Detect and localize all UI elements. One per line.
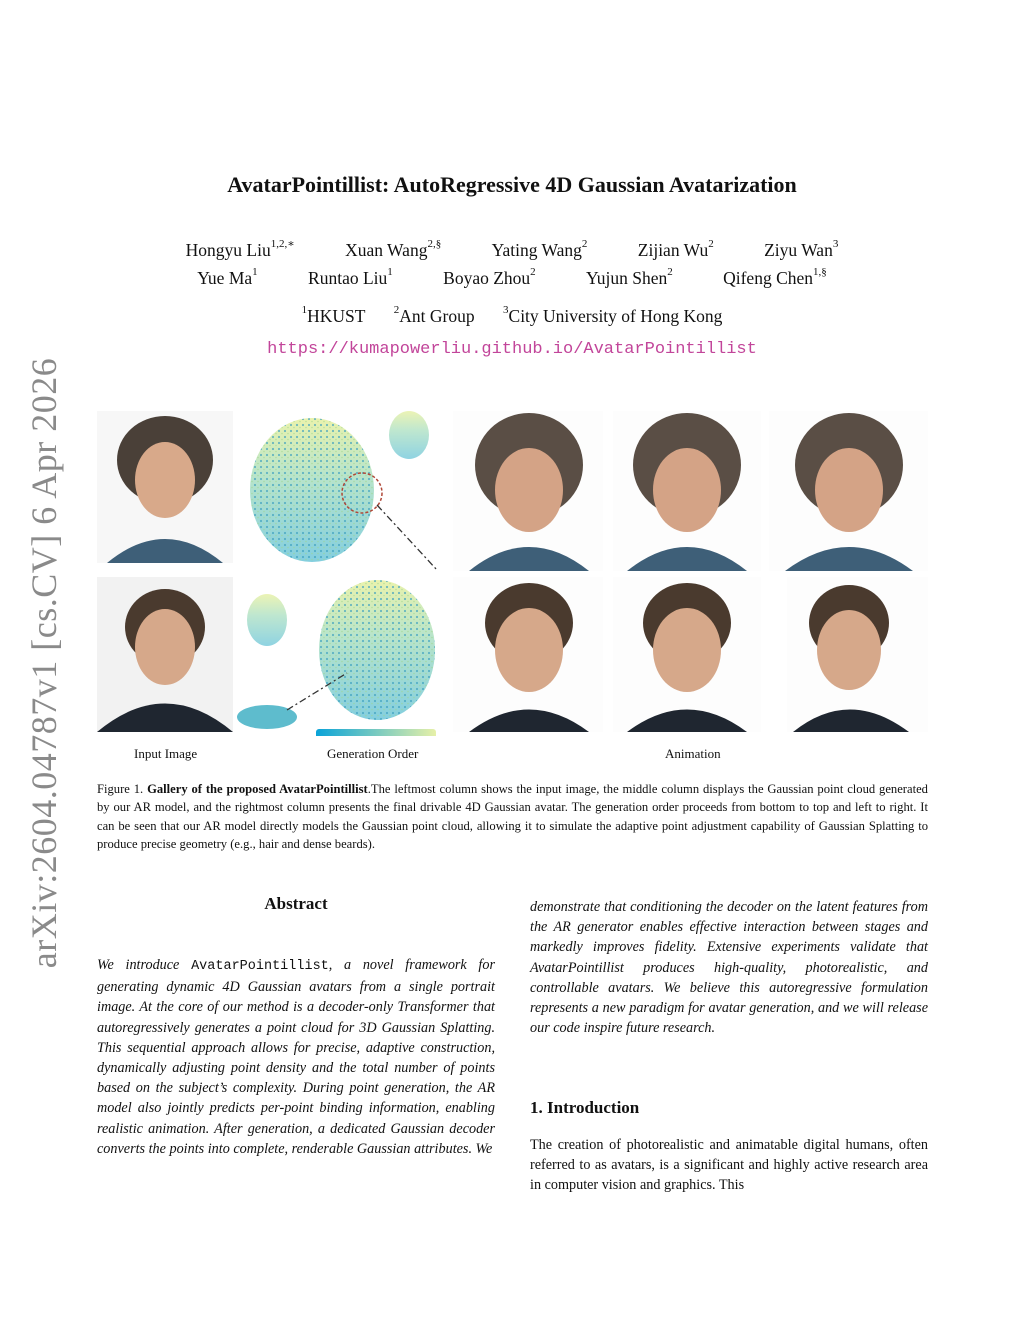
arxiv-stamp-text: arXiv:2604.04787v1 [cs.CV] 6 Apr 2026 bbox=[24, 357, 64, 969]
author: Xuan Wang$^{2,\S}$ bbox=[345, 238, 442, 260]
affiliations bbox=[0, 306, 1024, 327]
woman-point-cloud bbox=[250, 411, 437, 570]
affiliation: $^2$Ant Group bbox=[393, 304, 475, 326]
label-input-image: Input Image bbox=[134, 746, 198, 761]
authors-row-1 bbox=[0, 240, 1024, 261]
author: Yujun Shen$^2$ bbox=[586, 266, 673, 288]
woman-input-image bbox=[97, 411, 233, 563]
author: Zijian Wu$^2$ bbox=[637, 238, 714, 260]
man-animation-frames bbox=[453, 577, 928, 732]
paper-title: AvatarPointillist: AutoRegressive 4D Gaussian Avatarization bbox=[227, 172, 797, 197]
author: Qifeng Chen$^{1,\S}$ bbox=[723, 266, 827, 288]
arxiv-stamp bbox=[22, 357, 66, 969]
woman-animation-frames bbox=[453, 411, 928, 571]
label-animation: Animation bbox=[665, 746, 721, 761]
author: Hongyu Liu$^{1,2,∗}$ bbox=[185, 238, 295, 260]
author: Boyao Zhou$^2$ bbox=[443, 266, 536, 288]
introduction-body: The creation of photorealistic and animatable digital humans, often referred to as avatars, is a significant and highly active research area in computer vision and graphics. This bbox=[530, 1137, 928, 1194]
authors-row-2 bbox=[0, 268, 1024, 289]
author: Runtao Liu$^1$ bbox=[308, 266, 393, 288]
author: Ziyu Wan$^3$ bbox=[764, 238, 839, 260]
man-point-cloud bbox=[237, 580, 435, 729]
abstract-continued: demonstrate that conditioning the decoder on the latent features from the AR generator enables effective interaction between stages and markedly improves fidelity. Extensive experiments validate that AvatarPointillist produces high-quality, photorealistic, and controllable avatars. We believe this autoregressive formulation represents a new paradigm for avatar generation, and we will release our code inspire future research. bbox=[530, 899, 928, 1037]
introduction-heading: 1. Introduction bbox=[530, 1098, 640, 1117]
abstract-heading: Abstract bbox=[264, 894, 328, 913]
abstract-body: We introduce AvatarPointillist, a novel framework for generating dynamic 4D Gaussian avatars from a single portrait image. At the core of our method is a decoder-only Transformer that autoregressively generates a point cloud for 3D Gaussian Splatting. This sequential approach allows for precise, adaptive construction, dynamically adjusting point density and the total number of points based on the subject’s complexity. During point generation, the AR model also jointly predicts per-point binding information, enabling realistic animation. After generation, a dedicated Gaussian decoder converts the points into complete, renderable Gaussian attributes. We bbox=[97, 957, 495, 1157]
affiliation: $^3$City University of Hong Kong bbox=[503, 304, 723, 326]
affiliation: $^1$HKUST bbox=[301, 304, 366, 326]
man-input-image bbox=[97, 577, 233, 732]
generation-order-gradient-bar bbox=[316, 729, 436, 736]
figure-1-gallery bbox=[97, 405, 928, 736]
author: Yating Wang$^2$ bbox=[491, 238, 588, 260]
figure-caption: Figure 1. Gallery of the proposed AvatarPointillist.The leftmost column shows the input image, the middle column displays the Gaussian point cloud generated by our AR model, and the rightmost column presents the final drivable 4D Gaussian avatar. The generation order proceeds from bottom to top and left to right. It can be seen that our AR model directly models the Gaussian point cloud, allowing it to simulate the adaptive point adjustment capability of Gaussian Splatting to produce precise geometry (e.g., hair and dense beards). bbox=[97, 782, 928, 851]
author: Yue Ma$^1$ bbox=[197, 266, 258, 288]
project-url-link[interactable]: https://kumapowerliu.github.io/AvatarPointillist bbox=[267, 340, 757, 359]
label-generation-order: Generation Order bbox=[327, 746, 419, 761]
